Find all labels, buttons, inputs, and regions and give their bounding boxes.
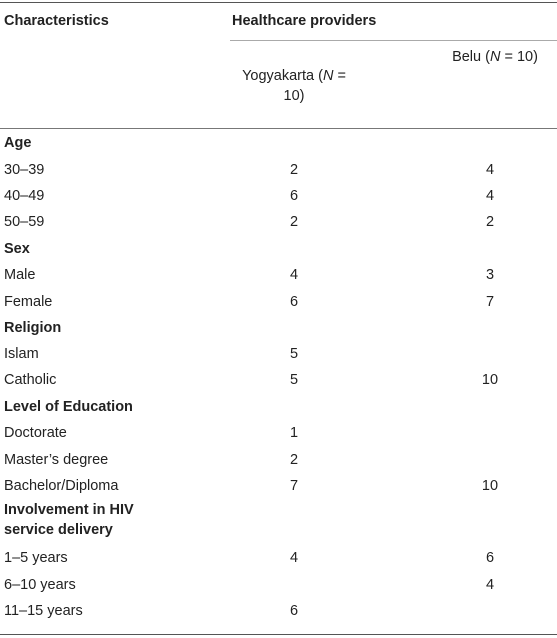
row-label: 40–49 (4, 188, 45, 204)
table-row (0, 452, 557, 478)
yogyakarta-value: 4 (289, 267, 299, 283)
table-bottom-rule (0, 634, 557, 635)
table-top-rule (0, 2, 557, 3)
row-label: 11–15 years (4, 603, 83, 619)
row-label: 6–10 years (4, 577, 76, 593)
table-row (0, 188, 557, 214)
section-row (0, 502, 557, 538)
table-row (0, 214, 557, 240)
yogyakarta-value: 1 (289, 425, 299, 441)
row-label: Doctorate (4, 425, 67, 441)
row-label: 50–59 (4, 214, 45, 230)
yogyakarta-value: 6 (289, 294, 299, 310)
yogyakarta-value: 2 (289, 452, 299, 468)
section-label: Level of Education (4, 399, 133, 415)
row-label: Islam (4, 346, 39, 362)
header-bottom-rule (0, 128, 557, 129)
table-row (0, 577, 557, 603)
column-header-belu: Belu (N = 10) (452, 49, 538, 65)
row-label: 1–5 years (4, 550, 68, 566)
row-label: Male (4, 267, 36, 283)
belu-value: 4 (485, 188, 495, 204)
yogyakarta-value: 2 (289, 162, 299, 178)
section-label: Age (4, 135, 32, 151)
row-label: Female (4, 294, 53, 310)
table-row (0, 267, 557, 293)
table-row (0, 425, 557, 451)
belu-value: 6 (485, 550, 495, 566)
yogyakarta-value: 5 (289, 346, 299, 362)
row-label: 30–39 (4, 162, 45, 178)
section-label: Religion (4, 320, 62, 336)
section-row (0, 135, 557, 161)
header-sub-rule (230, 40, 557, 41)
yogyakarta-value: 6 (289, 188, 299, 204)
belu-value: 10 (481, 478, 499, 494)
yogyakarta-value: 5 (289, 372, 299, 388)
section-row (0, 399, 557, 425)
table-row (0, 346, 557, 372)
row-label: Catholic (4, 372, 57, 388)
table-row (0, 603, 557, 629)
table-row (0, 294, 557, 320)
yogyakarta-value: 6 (289, 603, 299, 619)
belu-value: 4 (485, 162, 495, 178)
yogyakarta-value: 2 (289, 214, 299, 230)
table-row (0, 162, 557, 188)
belu-value: 3 (485, 267, 495, 283)
belu-value: 4 (485, 577, 495, 593)
yogyakarta-value: 4 (289, 550, 299, 566)
section-row (0, 320, 557, 346)
section-label: Involvement in HIV service delivery (4, 502, 134, 538)
table-row (0, 372, 557, 398)
yogyakarta-value: 7 (289, 478, 299, 494)
header-healthcare-providers: Healthcare providers (232, 13, 377, 29)
belu-value: 2 (485, 214, 495, 230)
row-label: Master’s degree (4, 452, 109, 468)
section-row (0, 241, 557, 267)
header-characteristics: Characteristics (4, 13, 109, 29)
table-row (0, 550, 557, 576)
column-header-yogyakarta: Yogyakarta (N = 10) (242, 68, 346, 104)
belu-value: 7 (485, 294, 495, 310)
section-label: Sex (4, 241, 30, 257)
row-label: Bachelor/Diploma (4, 478, 119, 494)
belu-value: 10 (481, 372, 499, 388)
